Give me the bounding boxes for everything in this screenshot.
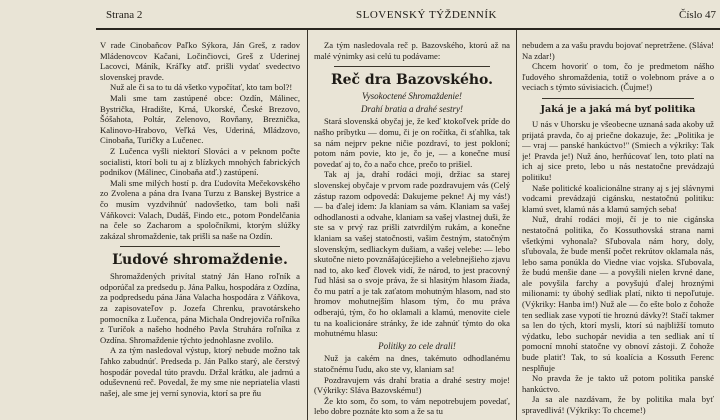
page-number-left: Strana 2 [106, 9, 143, 21]
salutation: Vysokoctené Shromaždenie! [361, 91, 463, 102]
paragraph: Nuž, drahí rodáci moji, čí je to nie cigánska nestatočná politika, čo Kossuthovská strana nami všetkými vyhonala? Sľubovala nám hory, doly, sľubovala, že bude menší počet rekrútov oklamala nás, lebo sama ponúkla do Viedne viac vojska. Sľubovala, že budú menšie dane — a povyšili nielen krvné dane, ale povyšila farchy a povyšujú ďalej hroznými milionami: ty úbohý sedliak platí, nikto ti nepoľutuje. (Výkriky: Hanba im!) Nuž ale — čo ešte bolo z čohože ten sedliak zase vypotí tie hroznú dávky?! Stačí takmer sa len do tých, ktorí mysli, ktorí sú najbližší tomuto výdatku, lebo suchopár nevidia a ten sedliak aní tí pomocní mnohí statočne vy obnoví zástoji. Z čohože bude platiť! Tak, to sú koalícia a Kossuth Ferenc nesplňuje [522, 214, 714, 373]
paragraph: Mali sme milých hostí p. dra Ľudovíta Mečekovského zo Zvolena a pána dra Ivana Turzu z Banskej Bystrice a čo musím vyzdvihnúť nadovšetko, tam boli naši Váňkovci: Valach, Dudáš, Findo etc., potom Pondelčania na čele so Zacharom a spoločníkmi, ktorým slúžky zakázal shromaždenie, tak prišli sa naše na Ozdín. [100, 177, 300, 241]
paragraph: nebudem a za vašu pravdu bojovať nepretržene. (Sláva! Na zdar!) [522, 40, 714, 61]
paragraph: Nuž ale či sa to tu dá všetko vypočítať, kto tam bol?! [110, 82, 293, 93]
column-3 [522, 40, 714, 420]
paragraph: Tak aj ja, drahí rodáci moji, držiac sa starej slovenskej obyčaje v prvom rade pozdravujem vás (Celý zástup razom odpovedá: Dakujeme pekne! Aj my vás!) — ba ďalej idem: Ja klaniam sa vám. Klaniam sa vašej odhodlanosti a odvahe, klaniam sa vašej vlastnej duši, že ste sa v prvý raz prišli zatvrdilým rukám, a konečne klaniam sa vašej statočnosti, vašim čestným, statočným slovenským, sedliackym dušiam, a vašej velebe: — lebo skutočne nieto povznášajúcejšieho a velebnejšieho zjavu nad to, ako keď človek vidí, že národ, to jest pracovný ľud hlási sa o svoje práva, že si hlasitým hlasom žiada, čo mu patrí a je tak zaťatom mohutným hlasom, nad sto hromov mohutnejším hlasom tým, čo mu práva odberajú, tým, čo ho oklamali a klamú, menovite ciele tu na koalicionáre stránky, že ide zahnúť týmto do oka mohutnému hlasu: [314, 169, 510, 339]
column-divider-2 [516, 30, 517, 420]
paragraph: U nás v Uhorsku je všeobecne uznaná sada akoby už prijatá pravda, čo aj priečne dokazuje, že: „Politika je — vraj — panské hankúctvo!" (Smiech a výkriky: Tak je! Pravda je!) Nuž áno, herňúcovať len, toto platí na ich aj sice preto, lebo u nás nestatočne prevádzajú politiku! [522, 118, 714, 182]
paragraph: Shromaždených privítal statný Ján Hano roľník a odporúčal za predsedu p. Jána Palku, hospodára z Ozdína, za podpredsedu pána Jána Valacha hospodára z Váňkova, za zapisovateľov p. Jozefa Chrenku, pravotárskeho pomocníka z Lučenca, pána Michala Ondrejoviča roľníka z Turíčok a našeho hodného Pavla Struhára roľníka z Ozdína. Shromaždenie týchto jednohlasne zvolilo. [100, 271, 300, 345]
section-heading: Jaká je a jaká má byť politika [540, 103, 696, 115]
quote: Politiky zo cele drali! [378, 340, 456, 351]
section-divider [334, 66, 490, 67]
section-heading: Ľudové shromaždenie. [112, 252, 288, 269]
paragraph: Stará slovenská obyčaj je, že keď ktokoľvek príde do našho príbytku — domu, či je on ročítka, či sťahlka, tak sa nám nejprv pekne ničie pozdraví, to jest pokloní; potom nám povie, kto je, čo je, — a konečne musí povedať aj to, čo a načo chce, prečo to prišiel. [314, 116, 510, 169]
paragraph: Mali sme tam zastúpené obce: Ozdín, Málinec, Bystrička, Hradište, Krná, Ukorské, České Brezovo, Šóšahota, Poltár, Zelenovo, Rovňany, Breznička, Kalinovo-Hrabovo, Veľká Ves, Uderiná, Mládzovo, Cinobaňa, Turičky a Lučenec. [100, 92, 300, 146]
paragraph: Že kto som, čo som, to vám nepotrebujem povedať, lebo dobre poznáte kto som a že sa tu [314, 395, 510, 417]
paragraph: Z Lučenca vyšli niektorí Slováci a v peknom počte socialisti, ktorí boli tu aj z blízkych mnohých fabrických podnikov (Málinec, Cinobaňa atď.) zastúpení. [100, 145, 300, 178]
paragraph: V rade Cinobaňcov Paľko Sýkora, Ján Greš, z radov Mládenovcov Kačani, Ločinčiovci, Greš z Uderinej Lacovci, Máník, Kráľky atď. prišli vydať svedectvo slovenskej pravde. [100, 40, 300, 82]
paragraph: Ja sa ale nazdávam, že by politika mala byť spravedlivá! (Výkriky: To chceme!) [522, 394, 714, 415]
section-divider [120, 246, 280, 247]
column-1 [100, 40, 300, 420]
paragraph: Nuž ja cakém na dnes, takémuto odhodlanému statočnému ľudu, ako ste vy, klaniam sa! [314, 353, 510, 375]
section-divider [542, 98, 694, 99]
page-header [96, 6, 720, 30]
paragraph: No pravda že je takto už potom politika panské hankúctvo. [522, 373, 714, 394]
paragraph: Za tým nasledovala reč p. Bazovského, ktorú až na malé výnimky asi celú tu podávame: [314, 40, 510, 61]
salutation: Drahí bratia a drahé sestry! [361, 103, 463, 114]
newspaper-title: SLOVENSKÝ TÝŽDENNÍK [356, 9, 497, 21]
paragraph: Pozdravujem vás drahí bratia a drahé sestry moje! (Výkriky: Sláva Bazovskému!) [314, 374, 510, 396]
column-divider-1 [307, 30, 308, 420]
issue-number: Číslo 47 [679, 9, 716, 21]
column-2 [314, 40, 510, 420]
paragraph: A za tým nasledoval výstup, ktorý nebude možno tak ľahko zabudnúť. Predseda p. Ján Palko starý, ale čerstvý hospodár povedal túto pravdu. Držal krátku, ale jadrnú a oduševnenú reč. Povedal, že my sme nie nepriatelia vlasti našej, ale sme jej verní synovia, ktorí sa pre ňu [100, 345, 300, 398]
paragraph: Chcem hovoriť o tom, čo je predmetom nášho ľudového shromaždenia, totiž o volebnom práve a o veciach s týmto súvisiacich. (Čujme!) [522, 61, 714, 93]
paragraph: Naše politické koalicionálne strany aj s jej slávnymi vodcami prevádzajú cigánsku, nestatočnú politiku: klamú svet, klamú nás a klamú samých seba! [522, 182, 714, 214]
section-heading: Reč dra Bazovského. [330, 72, 493, 89]
